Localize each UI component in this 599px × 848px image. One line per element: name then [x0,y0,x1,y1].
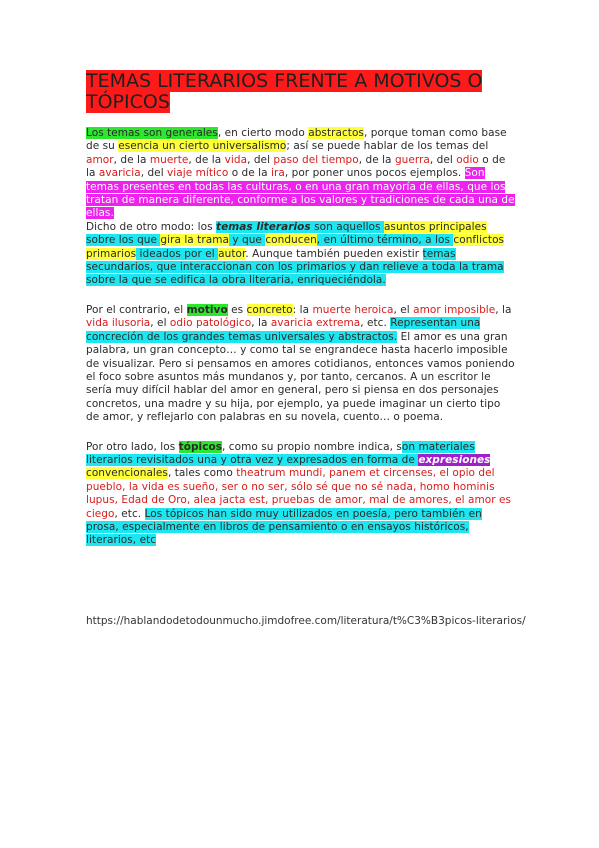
highlight-yellow: esencia un cierto universalismo [118,140,287,153]
red-term: amor [86,153,114,166]
text-run: , del [140,167,168,180]
highlight-yellow: gira la trama [160,234,229,247]
highlight-cyan: ideados por el [136,247,219,260]
highlight-cyan-bold: temas literarios [216,220,311,233]
highlight-cyan: on materiales literarios revisitados una y otra vez y expresados en forma de [86,440,475,466]
text-run: , el [393,303,414,316]
text-run: o de la [86,153,506,180]
highlight-cyan: Los tópicos han sido muy utilizados en poesía, pero también en prosa, especialmente en libros de pensamiento o en ensayos históricos, literarios, etc [86,507,482,547]
highlight-magenta: Son temas presentes en todas las culturas, o en una gran mayoría de ellas, que los tratan de manera diferente, conforme a los valores y tradiciones de cada una de ellas. [86,167,515,220]
red-term: vida [224,153,248,166]
text-run: : la [292,303,313,316]
text-run: , la [251,317,271,330]
highlight-cyan: sobre los que [86,234,161,247]
text-run: o de la [228,167,272,180]
highlight-cyan: son aquellos [310,220,384,233]
highlight-green-bold: tópicos [178,440,223,453]
highlight-green: Los temas son generales [86,127,218,139]
red-term: muerte [149,153,189,166]
text-run: . Aunque también pueden existir [245,247,423,260]
text-run: , tales como [167,467,237,480]
red-term: viaje mítico [167,167,229,180]
source-link[interactable]: https://hablandodetodounmucho.jimdofree.com/literatura/t%C3%B3picos-literarios/ [86,615,526,627]
paragraph-motivo [86,304,516,425]
text-run: Dicho de otro modo: los [86,220,217,233]
text-run: , del [247,153,274,166]
title-highlight: TEMAS LITERARIOS FRENTE A MOTIVOS O TÓPICOS [86,70,483,113]
text-run: , etc. [114,507,145,520]
highlight-cyan: temas secundarios, que interaccionan con los primarios y dan relieve a toda la trama sobre la que se edifica la obra literaria, enriqueciéndola. [86,247,504,287]
highlight-cyan: , en último término [316,234,419,247]
text-run: , la [495,303,512,316]
red-term: vida ilusoria [86,317,151,330]
text-run: , por poner unos pocos ejemplos. [284,167,465,180]
red-term: odio patológico [169,317,252,330]
text-run: , en cierto modo [217,127,309,139]
text-run: , como su propio nombre indica, s [222,440,402,453]
highlight-cyan: , a los [418,234,454,247]
text-run: , etc. [360,317,391,330]
highlight-cyan: y que [228,234,266,247]
red-term: avaricia extrema [270,317,361,330]
text-run: , de la [188,153,225,166]
text-run: Por otro lado, los [86,440,179,453]
highlight-yellow: concreto [246,303,293,316]
red-term: guerra [394,153,430,166]
text-run: es [227,303,247,316]
red-term: amor imposible [413,303,496,316]
red-examples: theatrum mundi, panem et circenses, el opio del pueblo, la vida es sueño, ser o no ser, sólo sé que no sé nada, homo hominis lupus, Edad de Oro, alea jacta est, pruebas de amor, mal de amores, el amor es ciego [86,467,511,520]
highlight-cyan: Representan una concreción de los grandes temas universales y abstractos. [86,317,481,343]
highlight-green-bold: motivo [186,303,228,316]
paragraph-spacer [86,425,516,441]
paragraph-spacer [86,288,516,304]
red-term: odio [456,153,479,166]
highlight-yellow: conducen [265,234,317,247]
paragraph-temas [86,127,516,288]
red-term: ira [271,167,285,180]
text-run: , de la [113,153,150,166]
document-body [86,127,516,548]
red-term: avaricia [98,167,141,180]
text-run: , el [150,317,170,330]
highlight-yellow: conflictos primarios [86,234,505,260]
red-term: paso del tiempo [273,153,359,166]
text-run: Por el contrario, el [86,303,187,316]
highlight-yellow: asuntos principales [383,220,487,233]
highlight-purple: expresiones [418,453,491,466]
highlight-yellow: abstractos [308,127,364,139]
text-run: , de la [358,153,395,166]
text-run: , porque toman como base de su [86,127,507,153]
paragraph-topicos [86,441,516,548]
text-run: El amor es una gran palabra, un gran concepto… y como tal se engrandece hasta hacerlo imposible de visualizar. Pero si pensamos en amores cotidianos, entonces vamos poniendo el foco sobre asuntos más mundanos y, por tanto, cercanos. A un escritor le sería muy difícil hablar del amor en general, pero si piensa en dos personajes concretos, una madre y su hija, por ejemplo, ya puede imaginar un cierto tipo de amor, y reflejarlo con palabras en su novela, cuento… o poema. [86,330,515,424]
document-title [86,71,516,113]
highlight-yellow: autor [218,247,246,260]
text-run: ; así se puede hablar de los temas del [286,140,489,153]
text-run: , del [429,153,457,166]
red-term: muerte heroica [312,303,394,316]
highlight-yellow: convencionales [86,467,168,480]
